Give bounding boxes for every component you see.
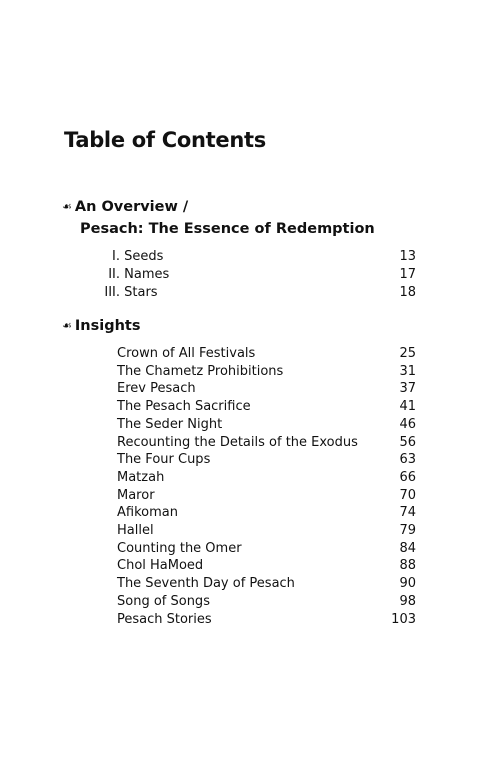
toc-entry-label: Matzah bbox=[117, 469, 165, 485]
toc-entry-page: 13 bbox=[399, 249, 416, 264]
toc-entry[interactable] bbox=[117, 522, 154, 540]
toc-entry-label: Maror bbox=[117, 487, 155, 503]
toc-entry-numeral: I. bbox=[112, 249, 120, 264]
toc-entry-label: Counting the Omer bbox=[117, 540, 242, 556]
toc-entry-label: The Seventh Day of Pesach bbox=[117, 576, 295, 592]
toc-entry-page: 25 bbox=[399, 346, 416, 361]
toc-entry-page: 46 bbox=[399, 416, 416, 432]
toc-entry-label: Song of Songs bbox=[117, 593, 210, 609]
toc-entry[interactable] bbox=[117, 557, 203, 575]
toc-entry[interactable] bbox=[117, 469, 164, 487]
toc-entry[interactable] bbox=[117, 380, 196, 398]
toc-entry-label: Stars bbox=[124, 285, 158, 300]
overview-heading-line1: An Overview / bbox=[74, 199, 189, 215]
toc-entry-label: The Chametz Prohibitions bbox=[117, 363, 284, 379]
toc-entry-page: 98 bbox=[399, 593, 416, 609]
toc-entry-page: 66 bbox=[399, 469, 416, 485]
toc-entry-label: Chol HaMoed bbox=[117, 558, 204, 574]
toc-entry[interactable] bbox=[117, 611, 212, 629]
toc-entry[interactable] bbox=[117, 593, 210, 611]
toc-entry-label: Pesach Stories bbox=[117, 611, 212, 627]
toc-entry-label: Erev Pesach bbox=[117, 381, 196, 397]
toc-entry[interactable] bbox=[117, 416, 222, 434]
toc-entry-page: 79 bbox=[399, 523, 416, 538]
toc-entry[interactable] bbox=[117, 575, 295, 593]
toc-entry[interactable] bbox=[117, 398, 251, 416]
toc-entry[interactable] bbox=[92, 248, 163, 266]
toc-entry-page: 37 bbox=[399, 381, 416, 397]
toc-entry[interactable] bbox=[117, 487, 155, 505]
toc-entry[interactable] bbox=[117, 451, 210, 469]
insights-heading bbox=[62, 318, 140, 334]
toc-entry[interactable] bbox=[117, 540, 242, 558]
fleuron-icon: ☙ bbox=[62, 200, 72, 213]
toc-entry-page: 31 bbox=[399, 363, 416, 379]
toc-entry-label: The Seder Night bbox=[117, 416, 223, 432]
toc-entry[interactable] bbox=[92, 266, 169, 284]
toc-entry-label: Crown of All Festivals bbox=[117, 346, 256, 361]
toc-entry-label: Recounting the Details of the Exodus bbox=[117, 434, 358, 450]
fleuron-icon: ☙ bbox=[62, 319, 72, 332]
toc-entry-page: 70 bbox=[399, 487, 416, 503]
toc-entry-numeral: III. bbox=[104, 285, 120, 300]
overview-heading-line2: Pesach: The Essence of Redemption bbox=[80, 221, 375, 237]
toc-entry-label: Seeds bbox=[124, 249, 164, 264]
toc-entry-numeral: II. bbox=[108, 267, 120, 282]
insights-heading-label: Insights bbox=[74, 318, 141, 334]
overview-heading bbox=[62, 199, 188, 215]
toc-entry-label: Hallel bbox=[117, 523, 154, 538]
toc-entry-page: 84 bbox=[399, 540, 416, 556]
toc-entry-label: Afikoman bbox=[117, 505, 178, 521]
toc-entry-page: 103 bbox=[391, 611, 416, 627]
toc-entry[interactable] bbox=[117, 363, 283, 381]
toc-entry[interactable] bbox=[92, 284, 158, 302]
toc-entry-page: 18 bbox=[399, 285, 416, 300]
toc-entry-page: 63 bbox=[399, 452, 416, 468]
toc-entry-page: 90 bbox=[399, 576, 416, 592]
page-title: Table of Contents bbox=[64, 128, 266, 152]
toc-entry-page: 17 bbox=[399, 267, 416, 282]
toc-entry-label: Names bbox=[124, 267, 170, 282]
toc-entry-page: 56 bbox=[399, 434, 416, 450]
toc-entry-page: 88 bbox=[399, 558, 416, 574]
toc-entry-label: The Four Cups bbox=[117, 452, 211, 468]
toc-entry-page: 41 bbox=[399, 399, 416, 415]
toc-entry[interactable] bbox=[117, 345, 255, 363]
toc-entry[interactable] bbox=[117, 434, 358, 452]
toc-entry-page: 74 bbox=[399, 505, 416, 521]
toc-entry-label: The Pesach Sacrifice bbox=[117, 399, 251, 415]
toc-entry[interactable] bbox=[117, 504, 178, 522]
